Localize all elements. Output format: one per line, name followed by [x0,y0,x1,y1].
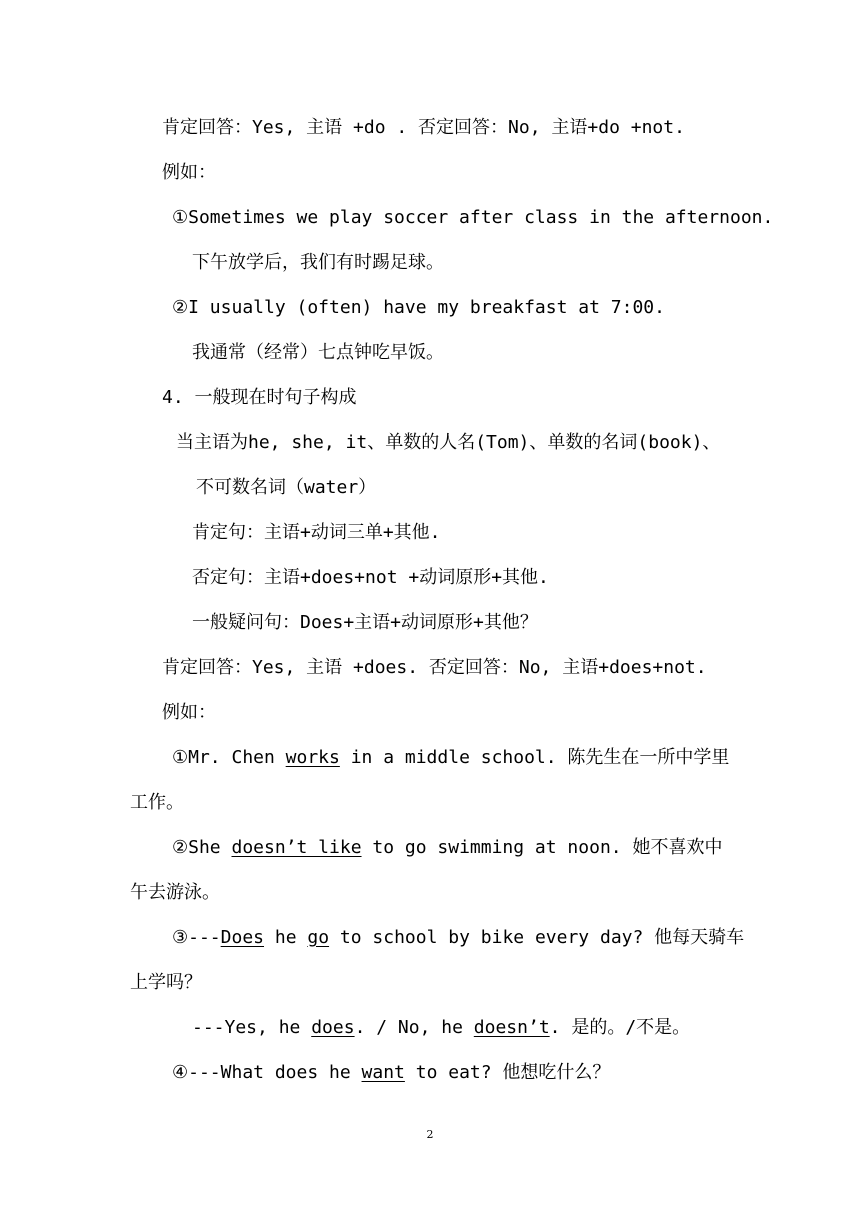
text: . / No, he [354,1017,474,1038]
example-translation-2: 我通常（经常）七点钟吃早饭。 [192,342,444,363]
question-rule: 一般疑问句：Does+主语+动词原形+其他？ [192,612,538,633]
example-heading-2: 例如： [162,702,216,723]
example-doesnt-like-cont: 午去游泳。 [130,882,220,903]
text: he [264,927,308,948]
underlined-verb: go [307,927,330,948]
underlined-verb: works [285,747,340,768]
underlined-verb: does [311,1017,355,1038]
example-answer [192,1016,690,1040]
text: in a middle school. 陈先生在一所中学里 [339,747,730,768]
example-heading: 例如： [162,162,216,183]
section-heading: 4. 一般现在时句子构成 [162,387,357,408]
example-sentence-1: ①Sometimes we play soccer after class in the afternoon. [172,207,774,228]
text: ②She [172,837,232,858]
page-number: 2 [426,1128,434,1141]
negative-rule: 否定句：主语+does+not +动词原形+其他. [192,567,549,588]
example-doesnt-like [172,836,722,860]
text: ---Yes, he [192,1017,312,1038]
text: to eat? 他想吃什么？ [404,1062,611,1083]
example-question [172,926,744,950]
example-sentence-2: ②I usually (often) have my breakfast at 7:00. [172,297,665,318]
text: to school by bike every day? 他每天骑车 [329,927,745,948]
example-works [172,746,729,770]
example-works-cont: 工作。 [130,792,184,813]
text: to go swimming at noon. 她不喜欢中 [361,837,723,858]
example-translation-1: 下午放学后，我们有时踢足球。 [192,252,444,273]
text: ④---What does he [172,1062,362,1083]
underlined-verb: doesn’t like [231,837,362,858]
affirmative-rule: 肯定句：主语+动词三单+其他. [192,522,441,543]
example-question-cont: 上学吗？ [130,972,202,993]
underlined-verb: doesn’t [473,1017,550,1038]
subject-condition-cont: 不可数名词（water） [196,477,377,498]
text: ③--- [172,927,221,948]
answer-rule-does: 肯定回答：Yes, 主语 +does. 否定回答：No, 主语+does+not. [162,657,707,678]
text: ①Mr. Chen [172,747,286,768]
underlined-verb: Does [220,927,265,948]
underlined-verb: want [361,1062,405,1083]
text: . 是的。/不是。 [549,1017,691,1038]
example-want [172,1061,610,1085]
subject-condition: 当主语为he, she, it、单数的人名(Tom)、单数的名词(book)、 [176,432,721,453]
answer-rule-do: 肯定回答：Yes, 主语 +do . 否定回答：No, 主语+do +not. [162,117,685,138]
